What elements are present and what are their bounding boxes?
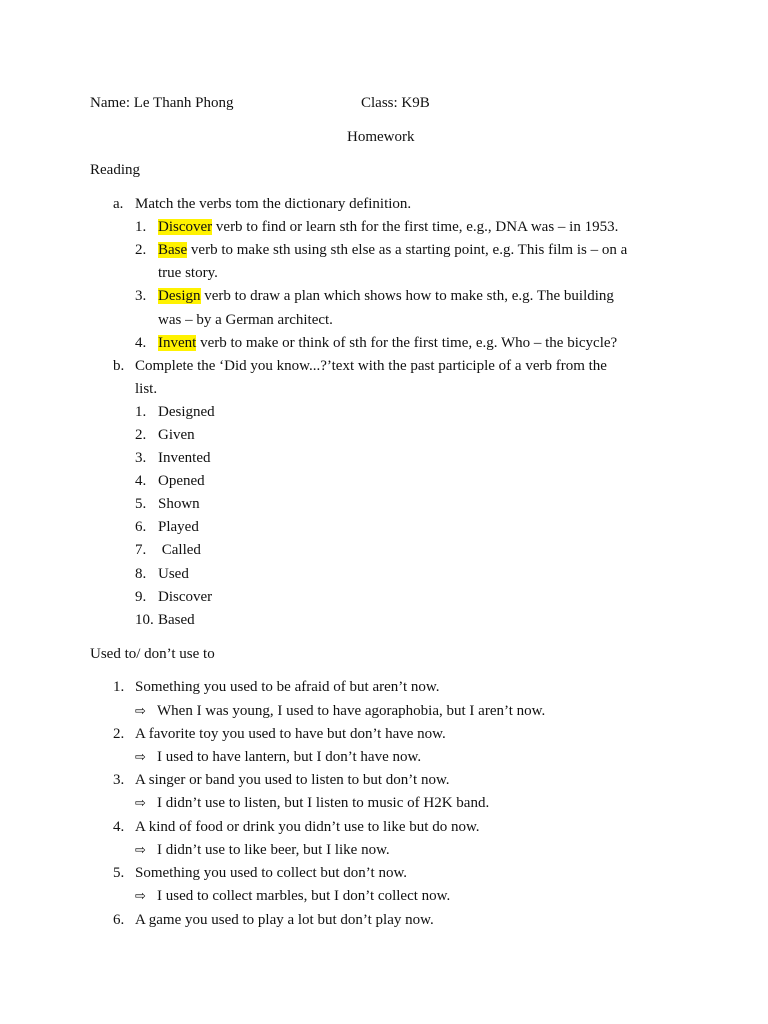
class-label: Class: K9B	[361, 95, 430, 111]
list-number: 2.	[113, 726, 125, 742]
list-number: 1.	[135, 219, 147, 235]
list-number: 8.	[135, 566, 147, 582]
definition-text: true story.	[158, 265, 218, 281]
list-item: Played	[158, 519, 199, 535]
question-text: A game you used to play a lot but don’t play now.	[135, 912, 434, 928]
section-b-instruction: Complete the ‘Did you know...?’text with the past participle of a verb from the	[135, 358, 607, 374]
list-item: Given	[158, 427, 195, 443]
list-item: Based	[158, 612, 195, 628]
list-number: 1.	[113, 679, 125, 695]
list-item: Opened	[158, 473, 205, 489]
list-number: 9.	[135, 589, 147, 605]
arrow-right-icon: ⇨	[135, 750, 146, 765]
list-item: Invented	[158, 450, 211, 466]
definition-item	[158, 217, 618, 237]
answer-text: I didn’t use to listen, but I listen to music of H2K band.	[157, 795, 490, 811]
definition-text: verb to make or think of sth for the first time, e.g. Who – the bicycle?	[196, 335, 618, 351]
answer-text: I used to have lantern, but I don’t have now.	[157, 749, 422, 765]
list-marker: a.	[113, 196, 124, 212]
question-text: A favorite toy you used to have but don’t have now.	[135, 726, 446, 742]
list-number: 2.	[135, 427, 147, 443]
highlighted-word: Base	[158, 242, 188, 258]
list-number: 5.	[113, 865, 125, 881]
list-item: Used	[158, 566, 189, 582]
list-item: Called	[158, 542, 201, 558]
question-text: A kind of food or drink you didn’t use to like but do now.	[135, 819, 480, 835]
definition-text: was – by a German architect.	[158, 312, 333, 328]
list-number: 7.	[135, 542, 147, 558]
highlighted-word: Design	[158, 288, 201, 304]
used-to-heading: Used to/ don’t use to	[90, 646, 215, 662]
section-a-instruction: Match the verbs tom the dictionary definition.	[135, 196, 412, 212]
list-number: 1.	[135, 404, 147, 420]
answer-text: When I was young, I used to have agoraphobia, but I aren’t now.	[157, 703, 546, 719]
arrow-right-icon: ⇨	[135, 704, 146, 719]
definition-item	[158, 240, 627, 260]
answer-text: I used to collect marbles, but I don’t collect now.	[157, 888, 451, 904]
highlighted-word: Discover	[158, 219, 213, 235]
list-number: 2.	[135, 242, 147, 258]
question-text: Something you used to be afraid of but aren’t now.	[135, 679, 440, 695]
list-number: 3.	[135, 288, 147, 304]
answer-text: I didn’t use to like beer, but I like now.	[157, 842, 390, 858]
definition-text: verb to draw a plan which shows how to make sth, e.g. The building	[200, 288, 614, 304]
answer-line	[135, 840, 390, 861]
list-number: 6.	[113, 912, 125, 928]
arrow-right-icon: ⇨	[135, 796, 146, 811]
student-name: Name: Le Thanh Phong	[90, 95, 234, 111]
list-number: 3.	[135, 450, 147, 466]
definition-text: verb to find or learn sth for the first time, e.g., DNA was – in 1953.	[212, 219, 619, 235]
list-marker: b.	[113, 358, 125, 374]
list-number: 3.	[113, 772, 125, 788]
page-title: Homework	[347, 129, 415, 145]
question-text: A singer or band you used to listen to but don’t now.	[135, 772, 450, 788]
answer-line	[135, 886, 450, 907]
highlighted-word: Invent	[158, 335, 197, 351]
answer-line	[135, 793, 489, 814]
list-number: 4.	[135, 335, 147, 351]
list-number: 6.	[135, 519, 147, 535]
definition-item	[158, 286, 614, 306]
list-number: 10.	[135, 612, 154, 628]
arrow-right-icon: ⇨	[135, 843, 146, 858]
list-item: Designed	[158, 404, 215, 420]
list-item: Discover	[158, 589, 213, 605]
answer-line	[135, 701, 545, 722]
list-item: Shown	[158, 496, 200, 512]
list-number: 4.	[113, 819, 125, 835]
definition-text: verb to make sth using sth else as a starting point, e.g. This film is – on a	[187, 242, 628, 258]
list-number: 4.	[135, 473, 147, 489]
section-b-instruction: list.	[135, 381, 158, 397]
arrow-right-icon: ⇨	[135, 889, 146, 904]
list-number: 5.	[135, 496, 147, 512]
answer-line	[135, 747, 421, 768]
reading-heading: Reading	[90, 162, 140, 178]
definition-item	[158, 333, 617, 353]
question-text: Something you used to collect but don’t now.	[135, 865, 408, 881]
